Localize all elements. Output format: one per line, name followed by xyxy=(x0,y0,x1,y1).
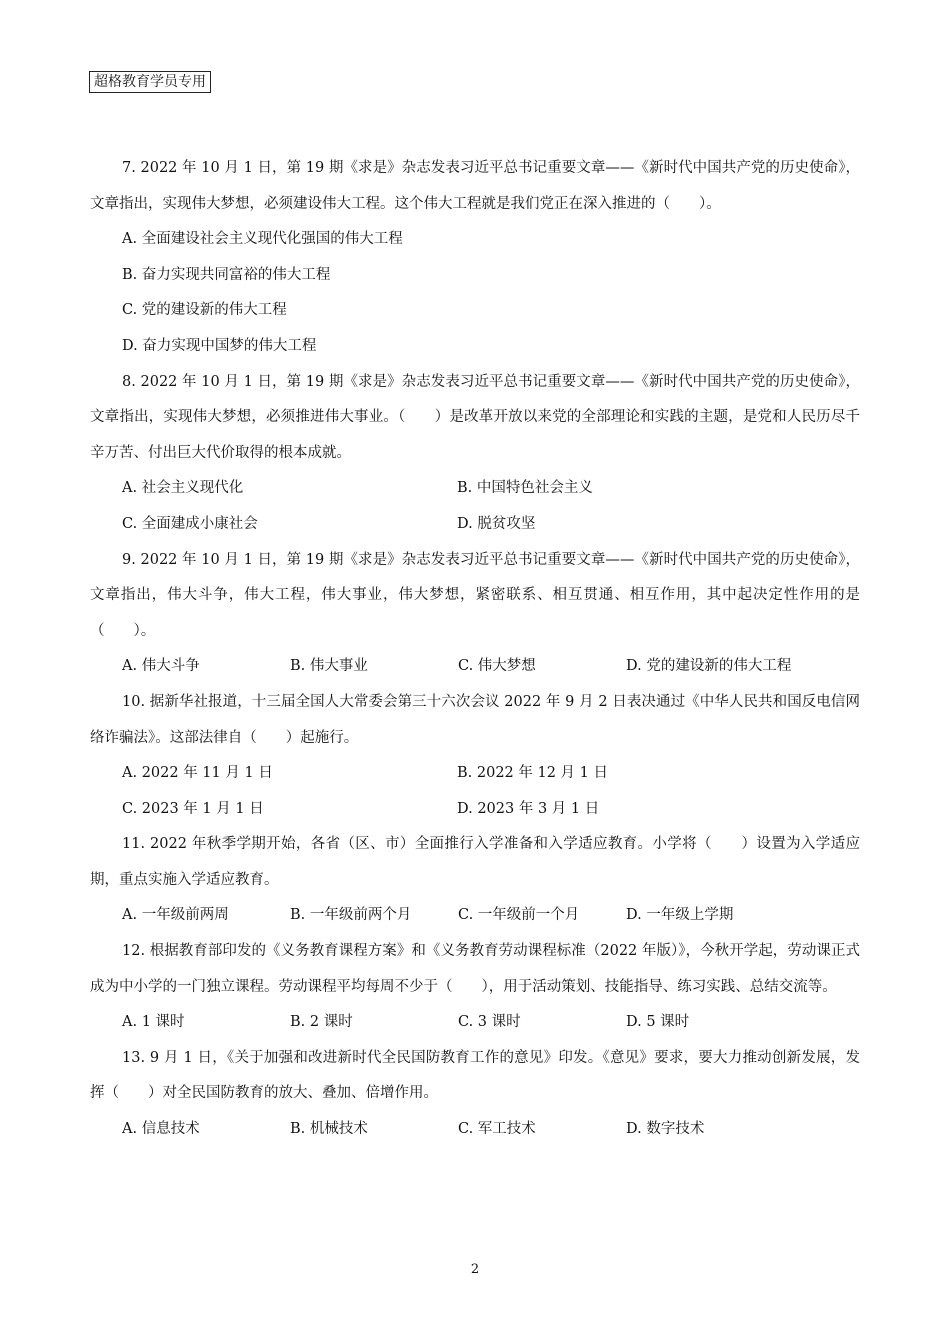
question-11-option-b[interactable]: B. 一年级前两个月 xyxy=(290,907,412,924)
question-11-options-row xyxy=(90,898,860,934)
question-8-text: 8. 2022 年 10 月 1 日，第 19 期《求是》杂志发表习近平总书记重要文章——《新时代中国共产党的历史使命》，文章指出，实现伟大梦想，必须推进伟大事业。（ ）是改革开放以来党的全部理论和实践的主题，是党和人民历尽千辛万苦、付出巨大代价取得的根本成就。 xyxy=(90,373,860,461)
question-12-options-row xyxy=(90,1005,860,1041)
question-9-text: 9. 2022 年 10 月 1 日，第 19 期《求是》杂志发表习近平总书记重要文章——《新时代中国共产党的历史使命》，文章指出，伟大斗争，伟大工程，伟大事业，伟大梦想，紧密联系、相互贯通、相互作用，其中起决定性作用的是（ ）。 xyxy=(90,551,860,639)
question-10-options-row-2 xyxy=(90,792,860,828)
question-8-options-row-1 xyxy=(90,471,860,507)
question-9-option-d[interactable]: D. 党的建设新的伟大工程 xyxy=(626,658,792,675)
question-13-option-d[interactable]: D. 数字技术 xyxy=(626,1121,705,1138)
question-8-option-a[interactable]: A. 社会主义现代化 xyxy=(122,480,244,497)
question-11-option-a[interactable]: A. 一年级前两周 xyxy=(122,907,229,924)
question-12-option-d[interactable]: D. 5 课时 xyxy=(626,1014,690,1031)
question-8-option-d[interactable]: D. 脱贫攻坚 xyxy=(457,515,536,532)
question-7-option-b[interactable]: B. 奋力实现共同富裕的伟大工程 xyxy=(122,266,331,283)
question-13-option-b[interactable]: B. 机械技术 xyxy=(290,1121,368,1138)
question-10-option-c[interactable]: C. 2023 年 1 月 1 日 xyxy=(122,800,264,817)
question-12-text: 12. 根据教育部印发的《义务教育课程方案》和《义务教育劳动课程标准（2022 年版）》，今秋开学起，劳动课正式成为中小学的一门独立课程。劳动课程平均每周不少于（ ），用于活动策划、技能指导、练习实践、总结交流等。 xyxy=(90,943,860,995)
question-10-option-a[interactable]: A. 2022 年 11 月 1 日 xyxy=(122,765,273,782)
question-13-text: 13. 9 月 1 日，《关于加强和改进新时代全民国防教育工作的意见》印发。《意见》要求，要大力推动创新发展，发挥（ ）对全民国防教育的放大、叠加、倍增作用。 xyxy=(90,1049,860,1102)
question-10-options-row-1 xyxy=(90,756,860,792)
question-list xyxy=(90,151,860,1148)
question-7-text: 7. 2022 年 10 月 1 日，第 19 期《求是》杂志发表习近平总书记重要文章——《新时代中国共产党的历史使命》，文章指出，实现伟大梦想，必须建设伟大工程。这个伟大工程就是我们党正在深入推进的（ ）。 xyxy=(90,160,860,212)
page-number: 2 xyxy=(470,1262,480,1277)
question-8-option-b[interactable]: B. 中国特色社会主义 xyxy=(457,480,593,497)
question-8-option-c[interactable]: C. 全面建成小康社会 xyxy=(122,515,258,532)
question-11-text: 11. 2022 年秋季学期开始，各省（区、市）全面推行入学准备和入学适应教育。小学将（ ）设置为入学适应期，重点实施入学适应教育。 xyxy=(90,836,860,888)
question-9-options-row xyxy=(90,649,860,685)
header-label: 超格教育学员专用 xyxy=(89,71,211,93)
question-7-option-c[interactable]: C. 党的建设新的伟大工程 xyxy=(122,302,287,319)
question-8-options-row-2 xyxy=(90,507,860,543)
question-9-option-c[interactable]: C. 伟大梦想 xyxy=(458,658,536,675)
question-12-option-c[interactable]: C. 3 课时 xyxy=(458,1014,521,1031)
question-9-option-a[interactable]: A. 伟大斗争 xyxy=(122,658,200,675)
question-11-option-c[interactable]: C. 一年级前一个月 xyxy=(458,907,580,924)
question-10-option-b[interactable]: B. 2022 年 12 月 1 日 xyxy=(457,765,608,782)
question-7-option-a[interactable]: A. 全面建设社会主义现代化强国的伟大工程 xyxy=(122,231,403,248)
question-9-option-b[interactable]: B. 伟大事业 xyxy=(290,658,368,675)
question-12-option-a[interactable]: A. 1 课时 xyxy=(122,1014,185,1031)
question-12-option-b[interactable]: B. 2 课时 xyxy=(290,1014,353,1031)
question-10-text: 10. 据新华社报道，十三届全国人大常委会第三十六次会议 2022 年 9 月 2 日表决通过《中华人民共和国反电信网络诈骗法》。这部法律自（ ）起施行。 xyxy=(90,693,860,746)
question-11-option-d[interactable]: D. 一年级上学期 xyxy=(626,907,734,924)
question-13-option-a[interactable]: A. 信息技术 xyxy=(122,1121,200,1138)
question-13-option-c[interactable]: C. 军工技术 xyxy=(458,1121,536,1138)
question-7-option-d[interactable]: D. 奋力实现中国梦的伟大工程 xyxy=(122,337,317,354)
question-10-option-d[interactable]: D. 2023 年 3 月 1 日 xyxy=(457,800,600,817)
question-13-options-row xyxy=(90,1112,860,1148)
